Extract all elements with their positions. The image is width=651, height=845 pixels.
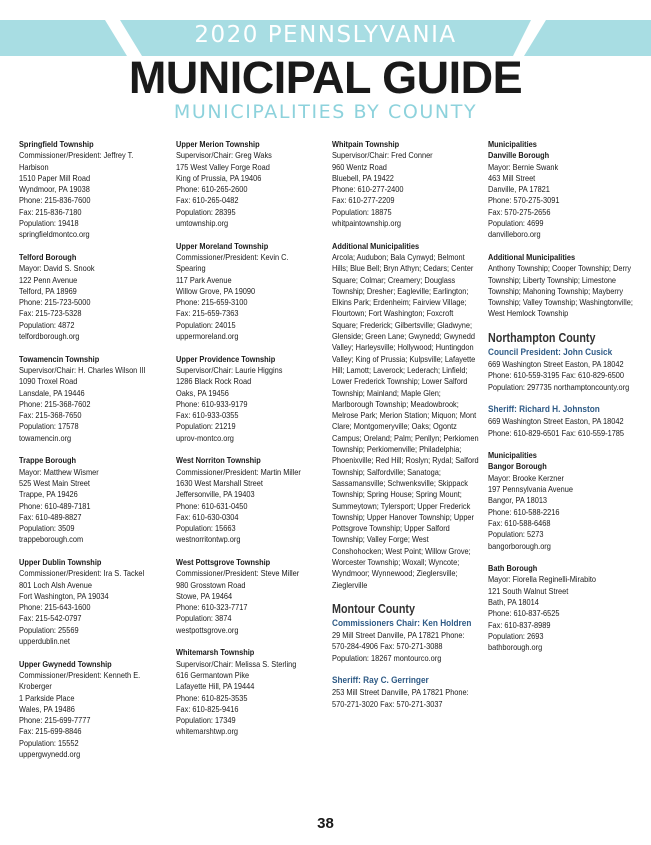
entry-line: Lafayette Hill, PA 19444 (176, 681, 255, 692)
entry-link[interactable]: trappeborough.com (19, 534, 84, 545)
municipality-name: Bath Borough (488, 563, 538, 574)
entry-line: Fort Washington, PA 19034 (19, 590, 109, 601)
entry-line: Fax: 610-933-0355 (176, 410, 239, 421)
entry-line: Mayor: Matthew Wismer (19, 466, 99, 477)
entry-line: Fax: 610-588-6468 (488, 517, 551, 528)
entry-line: Fax: 215-723-5328 (19, 308, 82, 319)
entry-line: Mayor: Bernie Swank (488, 161, 559, 172)
entry-line: Phone: 610-631-0450 (176, 500, 248, 511)
entry-line: Phone: 215-368-7602 (19, 398, 91, 409)
municipality-name: Danville Borough (488, 150, 550, 161)
entry-line: Phone: 215-836-7600 (19, 195, 91, 206)
entry-link[interactable]: springfieldmontco.org (19, 229, 90, 240)
entry-line: Population: 3509 (19, 523, 75, 534)
entry-link[interactable]: upperdublin.net (19, 636, 70, 647)
entry-line: Commissioner/President: Steve Miller (176, 568, 300, 579)
municipality-name: West Pottsgrove Township (176, 556, 271, 567)
additional-list: Anthony Township; Cooper Township; Derry Township; Liberty Township; Limestone Township; Mahoning Township; Mayberry Township; Valley Township; Washingtonville; West Hemlock Township (488, 263, 633, 319)
municipality-entry (488, 450, 648, 552)
entry-line: 669 Washington Street (488, 359, 563, 370)
municipalities-label: Municipalities (488, 139, 537, 149)
entry-line: Phone: 215-723-5000 (19, 297, 91, 308)
entry-line: Fax: 610-829-6500 (561, 370, 625, 381)
entry-line: Population: 21219 (176, 421, 236, 432)
entry-line: Phone: 570-284-4906 (332, 630, 465, 652)
sheriff-section (332, 675, 480, 710)
entry-line: 1510 Paper Mill Road (19, 172, 91, 183)
entry-line: Commissioner/President: Kevin C. Spearing (176, 251, 289, 274)
municipality-name: Upper Merion Township (176, 139, 260, 149)
entry-line: Wales, PA 19486 (19, 703, 75, 714)
entry-line: 616 Germantown Pike (176, 669, 250, 680)
entry-line: Phone: 570-275-3091 (488, 195, 560, 206)
banner-title: 2020 PENNSLYVANIA (194, 22, 457, 48)
entry-line: 463 Mill Street (488, 172, 536, 183)
entry-line: 121 South Walnut Street (488, 585, 569, 596)
entry-line: Population: 297735 (488, 381, 552, 392)
column-1 (19, 139, 148, 772)
entry-link[interactable]: umtownship.org (176, 218, 229, 229)
entry-link[interactable]: bangorborough.org (488, 540, 551, 551)
county-name: Northampton County (488, 331, 596, 346)
county-official: Council President: John Cusick (488, 347, 613, 359)
entry-line: Phone: 610-588-2216 (488, 506, 560, 517)
entry-line: Population: 4699 (488, 218, 544, 229)
entry-line: Wyndmoor, PA 19038 (19, 184, 90, 195)
entry-link[interactable]: whitpaintownship.org (332, 218, 402, 229)
entry-line: Fax: 610-837-8989 (488, 619, 551, 630)
entry-line: Fax: 570-271-3088 (380, 641, 443, 652)
sheriff-section (488, 404, 648, 439)
column-2 (176, 139, 305, 749)
entry-line: 801 Loch Alsh Avenue (19, 579, 93, 590)
entry-line: 669 Washington Street (488, 416, 563, 427)
entry-line: Phone: 610-323-7717 (176, 602, 248, 613)
entry-line: 253 Mill Street (332, 687, 380, 698)
entry-line: Phone: 215-699-7777 (19, 715, 91, 726)
municipality-name: Bangor Borough (488, 461, 547, 472)
additional-heading: Additional Municipalities (332, 240, 420, 251)
entry-line: King of Prussia, PA 19406 (176, 172, 262, 183)
municipality-name: Trappe Borough (19, 455, 77, 466)
entry-line: Fax: 215-699-8846 (19, 726, 82, 737)
entry-line: Population: 28395 (176, 206, 236, 217)
entry-line: Supervisor/Chair: H. Charles Wilson III (19, 364, 146, 375)
municipality-entry (176, 455, 305, 545)
page-subtitle: MUNICIPALITIES BY COUNTY (173, 101, 478, 123)
entry-line: Supervisor/Chair: Fred Conner (332, 150, 433, 161)
entry-line: Population: 15663 (176, 523, 236, 534)
entry-line: Bath, PA 18014 (488, 596, 539, 607)
entry-line: Population: 15552 (19, 737, 79, 748)
entry-line: Supervisor/Chair: Laurie Higgins (176, 364, 283, 375)
entry-line: Fax: 570-275-2656 (488, 206, 551, 217)
municipality-entry (19, 252, 148, 342)
entry-line: Commissioner/President: Kenneth E. Kroberger (19, 669, 141, 692)
entry-line: Phone: 215-659-3100 (176, 297, 248, 308)
entry-line: Population: 2693 (488, 630, 544, 641)
entry-line: Supervisor/Chair: Greg Waks (176, 150, 272, 161)
page-title: MUNICIPAL GUIDE (128, 52, 523, 103)
municipality-name: Towamencin Township (19, 353, 100, 364)
municipality-name: Whitpain Township (332, 139, 400, 149)
entry-line: 1090 Troxel Road (19, 376, 78, 387)
entry-line: Phone: 610-277-2400 (332, 184, 404, 195)
entry-line: Population: 25569 (19, 624, 79, 635)
municipality-entry (19, 659, 148, 761)
entry-link[interactable]: westpottsgrove.org (176, 624, 239, 635)
column-3 (332, 139, 480, 721)
entry-line: Willow Grove, PA 19090 (176, 285, 256, 296)
municipality-entry (332, 139, 480, 229)
entry-line: Population: 4872 (19, 319, 75, 330)
entry-line: Fax: 610-630-0304 (176, 511, 239, 522)
entry-line: Fax: 610-265-0482 (176, 195, 239, 206)
entry-line: Mayor: Brooke Kerzner (488, 472, 564, 483)
county-section (488, 331, 648, 393)
entry-line: Jeffersonville, PA 19403 (176, 489, 255, 500)
entry-line: Fax: 610-489-8827 (19, 511, 82, 522)
entry-line: Danville, PA 17821 (377, 630, 440, 641)
entry-line: Fax: 570-271-3037 (380, 698, 443, 709)
entry-line: 1 Parkside Place (19, 692, 75, 703)
entry-line: Easton, PA 18042 (564, 416, 624, 427)
municipality-entry (176, 557, 305, 636)
entry-line: 122 Penn Avenue (19, 274, 78, 285)
municipality-entry (176, 241, 305, 343)
entry-line: Population: 17349 (176, 715, 236, 726)
entry-line: 117 Park Avenue (176, 274, 232, 285)
entry-line: Fax: 215-659-7363 (176, 308, 239, 319)
municipality-entry (488, 139, 648, 241)
entry-link[interactable]: danvilleboro.org (488, 229, 541, 240)
entry-line: Phone: 610-933-9179 (176, 398, 248, 409)
municipality-entry (19, 455, 148, 545)
entry-line: Danville, PA 17821 (488, 184, 550, 195)
entry-line: Population: 19418 (19, 218, 79, 229)
entry-line: Phone: 610-837-6525 (488, 608, 560, 619)
municipality-name: Telford Borough (19, 251, 77, 262)
entry-link[interactable]: northamptoncounty.org (553, 381, 630, 392)
entry-line: 1630 West Marshall Street (176, 477, 263, 488)
entry-line: Fax: 215-836-7180 (19, 206, 82, 217)
municipality-entry (176, 354, 305, 444)
municipality-name: Upper Dublin Township (19, 556, 102, 567)
entry-link[interactable]: uprov-montco.org (176, 432, 234, 443)
entry-line: Commissioner/President: Jeffrey T. Harbison (19, 150, 134, 172)
entry-line: Phone: 610-265-2600 (176, 184, 248, 195)
entry-line: Trappe, PA 19426 (19, 489, 78, 500)
entry-line: Population: 18267 (332, 652, 392, 663)
entry-line: Fax: 610-825-9416 (176, 703, 239, 714)
municipality-name: Springfield Township (19, 139, 94, 149)
sheriff-name: Sheriff: Richard H. Johnston (488, 404, 600, 416)
additional-municipalities (332, 241, 480, 591)
entry-line: Fax: 215-542-0797 (19, 613, 82, 624)
column-4 (488, 139, 648, 665)
municipality-name: Whitemarsh Township (176, 647, 255, 658)
municipality-name: Upper Gwynedd Township (19, 658, 112, 669)
entry-line: Mayor: David S. Snook (19, 263, 95, 274)
municipality-name: Upper Moreland Township (176, 240, 269, 251)
entry-line: Easton, PA 18042 (564, 359, 624, 370)
sheriff-name: Sheriff: Ray C. Gerringer (332, 675, 429, 687)
entry-line: Phone: 610-559-3195 (488, 370, 560, 381)
entry-link[interactable]: uppermoreland.org (176, 331, 239, 342)
entry-line: Fax: 610-277-2209 (332, 195, 395, 206)
municipality-entry (19, 354, 148, 444)
entry-line: Population: 24015 (176, 319, 236, 330)
county-name: Montour County (332, 602, 416, 617)
municipality-entry (488, 563, 648, 653)
entry-line: Danville, PA 17821 (381, 687, 444, 698)
entry-line: Phone: 610-825-3535 (176, 692, 248, 703)
entry-line: Stowe, PA 19464 (176, 590, 233, 601)
additional-heading: Additional Municipalities (488, 251, 576, 262)
entry-line: Commissioner/President: Ira S. Tackel (19, 568, 145, 579)
entry-link[interactable]: whitemarshtwp.org (176, 726, 239, 737)
entry-link[interactable]: telfordborough.org (19, 331, 80, 342)
county-section (332, 602, 480, 664)
entry-line: Fax: 215-368-7650 (19, 410, 82, 421)
entry-link[interactable]: uppergwynedd.org (19, 749, 81, 760)
entry-line: Oaks, PA 19456 (176, 387, 229, 398)
entry-line: Phone: 610-489-7181 (19, 500, 91, 511)
additional-municipalities (488, 252, 648, 320)
entry-link[interactable]: towamencin.org (19, 432, 72, 443)
entry-line: Bangor, PA 18013 (488, 495, 548, 506)
entry-line: Commissioner/President: Martin Miller (176, 466, 301, 477)
municipality-name: West Norriton Township (176, 455, 261, 466)
page-number: 38 (317, 815, 334, 832)
municipalities-label: Municipalities (488, 450, 537, 461)
entry-line: Mayor: Fiorella Reginelli-Mirabito (488, 574, 597, 585)
entry-line: 175 West Valley Forge Road (176, 161, 270, 172)
entry-line: Population: 5273 (488, 529, 544, 540)
entry-line: Telford, PA 18969 (19, 285, 77, 296)
entry-line: Phone: 215-643-1600 (19, 602, 91, 613)
entry-line: 980 Grosstown Road (176, 579, 246, 590)
additional-list: Arcola; Audubon; Bala Cynwyd; Belmont Hills; Blue Bell; Bryn Athyn; Cedars; Center Square; Colmar; Creamery; Douglass Township; Dresher; Eagleville; Earlington; Elkins Park; Erdenheim; Fairview Village; Flourtown; Fort Washington; Foxcroft Square; Frederick; Gilbertsville; Gladwyne; Glenside; Green Lane; Gwynedd; Gwynedd Valley; Harleysville; Hollywood; Huntingdon Valley; King of Prussia; Kulpsville; Lafayette Hill; Lamott; Laverock; Lederach; Linfield; Lower Frederick Township; Lower Salford Township; Mainland; Maple Glen; Marlborough Township; Meadowbrook; Melrose Park; Merion Station; Miquon; Mont Clare; Montgomeryville; Oaks; Ogontz Campus; Oreland; Palm; Penllyn; Perkiomen Township; Perkiomenville; Philadelphia; Phoenixville; Red Hill; Roslyn; Rydal; Salford Township; Salfordville; Sanatoga; Sassamansville; Schwenksville; Skippack Township; Spring House; Spring Mount; Summeytown; Tylersport; Upper Frederick Township; Upper Hanover Township; Upper Pottsgrove Township; Upper Salford Township; Valley Forge; West Conshohocken; West Point; Willow Grove; Worcester Township; Woxall; Wyncote; Wyndmoor; Wynnewood; Zieglersville; Zieglerville (332, 251, 479, 590)
entry-line: Population: 17578 (19, 421, 79, 432)
entry-line: Supervisor/Chair: Melissa S. Sterling (176, 658, 297, 669)
municipality-entry (176, 647, 305, 737)
header-banner (0, 20, 651, 56)
entry-line: 960 Wentz Road (332, 161, 387, 172)
entry-line: Lansdale, PA 19446 (19, 387, 85, 398)
entry-line: 525 West Main Street (19, 477, 90, 488)
entry-link[interactable]: westnorritontwp.org (176, 534, 241, 545)
entry-line: Population: 18875 (332, 206, 392, 217)
entry-line: Fax: 610-559-1785 (561, 427, 625, 438)
county-official: Commissioners Chair: Ken Holdren (332, 618, 472, 630)
entry-link[interactable]: bathborough.org (488, 642, 543, 653)
entry-line: Bluebell, PA 19422 (332, 172, 394, 183)
entry-line: 1286 Black Rock Road (176, 376, 252, 387)
entry-line: 197 Pennsylvania Avenue (488, 484, 573, 495)
municipality-name: Upper Providence Township (176, 353, 276, 364)
municipality-entry (176, 139, 305, 229)
entry-line: 29 Mill Street (332, 630, 376, 641)
entry-line: Phone: 570-271-3020 (332, 687, 469, 709)
entry-line: Phone: 610-829-6501 (488, 427, 560, 438)
municipality-entry (19, 557, 148, 647)
municipality-entry (19, 139, 148, 241)
entry-line: Population: 3874 (176, 613, 232, 624)
entry-link[interactable]: montourco.org (393, 652, 442, 663)
